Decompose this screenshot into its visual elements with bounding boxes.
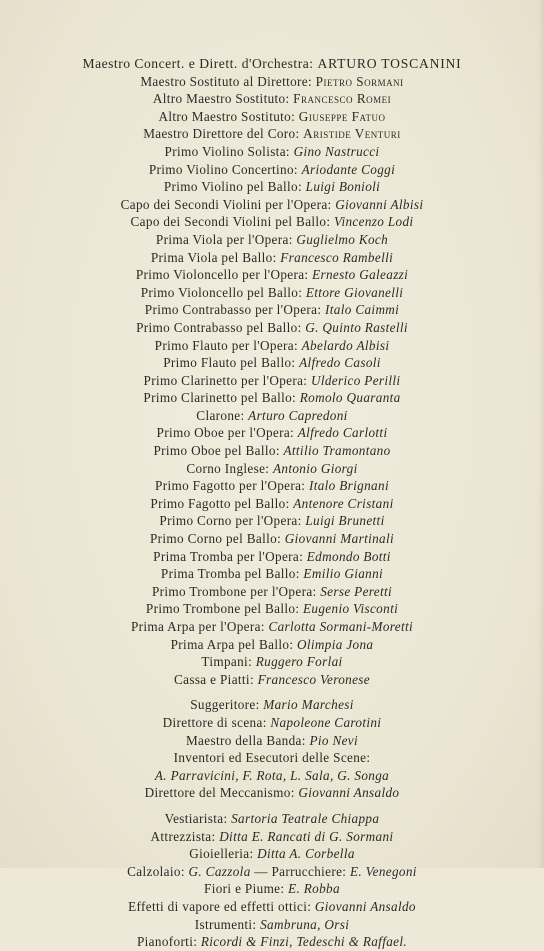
credit-role: Primo Trombone pel Ballo: [145, 601, 300, 617]
credit-line [0, 600, 544, 618]
credit-name: Antenore Cristani [293, 495, 394, 511]
credit-name: A. Parravicini, F. Rota, L. Sala, G. Songa [154, 767, 390, 783]
credit-role: Primo Violoncello per l'Opera: [135, 267, 309, 283]
credit-line [0, 548, 544, 566]
credit-line [0, 845, 544, 863]
credit-line [0, 284, 544, 302]
credit-line [0, 213, 544, 231]
credits-list [0, 55, 544, 951]
credit-line [0, 424, 544, 442]
credit-line [0, 732, 544, 750]
credit-line [0, 143, 544, 161]
credit-role: Primo Flauto pel Ballo: [163, 355, 296, 371]
credit-role: Maestro Sostituto al Direttore: [140, 73, 312, 89]
credit-line [0, 767, 544, 785]
credit-name: Italo Caimmi [325, 302, 400, 318]
credit-name: Ricordi & Finzi, Tedeschi & Raffael. [200, 934, 408, 950]
credit-line [0, 784, 544, 802]
credit-line [0, 161, 544, 179]
credit-line [0, 231, 544, 249]
credit-role: Capo dei Secondi Violini pel Ballo: [130, 214, 331, 230]
credit-name: Ulderico Perilli [310, 372, 401, 388]
credit-role: Direttore del Meccanismo: [144, 785, 295, 801]
credit-name: Sambruna, Orsi [260, 916, 350, 932]
credit-role: Fiori e Piume: [204, 881, 285, 897]
credit-role: Primo Oboe pel Ballo: [153, 443, 280, 459]
credit-role: Primo Violino Concertino: [148, 161, 298, 177]
credit-name: Luigi Bonioli [305, 179, 381, 195]
credit-role: Altro Maestro Sostituto: [158, 108, 296, 124]
credit-line [0, 301, 544, 319]
credit-role: Capo dei Secondi Violini per l'Opera: [120, 196, 332, 212]
credit-line [0, 583, 544, 601]
credit-line [0, 266, 544, 284]
credit-role: Prima Arpa pel Ballo: [170, 636, 294, 652]
credit-name: Mario Marchesi [263, 697, 354, 713]
credit-role: Prima Tromba pel Ballo: [160, 566, 300, 582]
credit-role: Primo Violino pel Ballo: [163, 179, 302, 195]
credit-line [0, 249, 544, 267]
credit-role: Primo Violino Solista: [164, 143, 290, 159]
credit-role: Primo Trombone per l'Opera: [151, 583, 317, 599]
credit-name: Emilio Gianni [303, 566, 384, 582]
credit-role: Gioielleria: [189, 846, 254, 862]
credit-role: Prima Arpa per l'Opera: [130, 619, 265, 634]
credit-name: Giovanni Albisi [335, 196, 424, 212]
credit-name: Vincenzo Lodi [334, 214, 414, 230]
credit-line [0, 880, 544, 898]
credit-line [0, 653, 544, 671]
credit-line [0, 749, 544, 767]
credit-line [0, 916, 544, 934]
credit-name: Attilio Tramontano [283, 443, 391, 459]
credit-role: Direttore di scena: [162, 714, 267, 730]
credit-role: Primo Violoncello pel Ballo: [140, 284, 303, 300]
credit-role: Maestro della Banda: [185, 732, 306, 748]
credit-name: Carlotta Sormani-Moretti [268, 619, 414, 634]
credit-line [0, 477, 544, 495]
credit-line [0, 442, 544, 460]
credit-role: — Parrucchiere: [254, 863, 347, 879]
credit-role: Prima Viola per l'Opera: [155, 231, 293, 247]
credit-line [0, 73, 544, 91]
credit-name: Arturo Capredoni [248, 407, 348, 423]
credit-name: Serse Peretti [320, 583, 393, 599]
credit-name: Francesco Rambelli [280, 249, 394, 265]
credit-role: Primo Contrabasso per l'Opera: [144, 302, 322, 318]
credit-name: Ditta E. Rancati di G. Sormani [219, 828, 394, 844]
credit-role: Cassa e Piatti: [173, 671, 254, 687]
credit-line [0, 933, 544, 951]
credit-name: Giuseppe Fatuo [298, 108, 386, 124]
credit-role: Primo Clarinetto per l'Opera: [143, 372, 308, 388]
credit-role: Vestiarista: [164, 810, 228, 826]
credit-name: Ditta A. Corbella [257, 846, 355, 862]
credit-name: Pietro Sormani [315, 73, 404, 89]
credit-name: E. Venegoni [349, 863, 417, 879]
credit-role: Pianoforti: [136, 934, 198, 950]
credit-name: Edmondo Botti [306, 548, 391, 564]
section-gap [0, 688, 544, 696]
credit-role: Primo Oboe per l'Opera: [156, 425, 295, 441]
credit-role: Corno Inglese: [186, 460, 270, 476]
credit-name: Alfredo Carlotti [297, 425, 388, 441]
credit-line [0, 618, 544, 636]
credit-role: Primo Contrabasso pel Ballo: [136, 319, 302, 335]
credit-name: ARTURO TOSCANINI [317, 56, 462, 71]
credit-role: Primo Corno pel Ballo: [149, 531, 282, 547]
credit-line [0, 863, 544, 881]
credit-role: Calzolaio: [127, 863, 185, 879]
credit-line [0, 125, 544, 143]
credit-line [0, 372, 544, 390]
credit-name: Francesco Veronese [257, 671, 370, 687]
credit-line [0, 495, 544, 513]
credit-name: Sartoria Teatrale Chiappa [231, 810, 380, 826]
credit-role: Inventori ed Esecutori delle Scene: [173, 750, 371, 766]
credit-role: Effetti di vapore ed effetti ottici: [128, 898, 312, 914]
credit-name: Italo Brignani [308, 478, 389, 494]
credit-role: Altro Maestro Sostituto: [152, 91, 290, 107]
credit-name: Ernesto Galeazzi [312, 267, 409, 283]
page-edge-shadow [538, 0, 544, 868]
credit-name: G. Quinto Rastelli [305, 319, 408, 335]
credit-line [0, 512, 544, 530]
credit-name: Abelardo Albisi [301, 337, 390, 353]
credit-name: Ettore Giovanelli [305, 284, 404, 300]
credit-line [0, 407, 544, 425]
credit-line [0, 196, 544, 214]
credit-name: Aristide Venturi [303, 126, 401, 142]
credit-line [0, 354, 544, 372]
credit-name: Pio Nevi [309, 732, 359, 748]
credit-name: Alfredo Casoli [299, 355, 381, 371]
credit-name: Luigi Brunetti [305, 513, 385, 529]
credit-line [0, 828, 544, 846]
credit-line [0, 178, 544, 196]
credit-name: Olimpia Jona [297, 636, 374, 652]
credit-name: Eugenio Visconti [303, 601, 399, 617]
credit-role: Primo Fagotto per l'Opera: [155, 478, 306, 494]
credit-role: Prima Viola pel Ballo: [150, 249, 277, 265]
credit-role: Prima Tromba per l'Opera: [153, 548, 304, 564]
credit-line [0, 810, 544, 828]
credit-name: Giovanni Ansaldo [298, 785, 400, 801]
credit-role: Primo Fagotto pel Ballo: [150, 495, 290, 511]
credit-line [0, 460, 544, 478]
section-gap [0, 802, 544, 810]
credit-role: Primo Flauto per l'Opera: [154, 337, 298, 353]
credit-role: Attrezzista: [150, 828, 216, 844]
credit-name: Giovanni Martinali [284, 531, 395, 547]
credit-name: Romolo Quaranta [299, 390, 401, 406]
credit-line [0, 108, 544, 126]
credit-name: Antonio Giorgi [272, 460, 358, 476]
credit-name: G. Cazzola [188, 863, 251, 879]
credit-line [0, 696, 544, 714]
credit-name: Ariodante Coggi [301, 161, 396, 177]
credit-line [0, 55, 544, 73]
credit-line [0, 530, 544, 548]
credit-name: Gino Nastrucci [293, 143, 380, 159]
credit-line [0, 636, 544, 654]
credit-line [0, 90, 544, 108]
credit-name: Guglielmo Koch [296, 231, 389, 247]
credit-role: Primo Clarinetto pel Ballo: [143, 390, 297, 406]
credit-name: E. Robba [288, 881, 340, 897]
credit-name: Francesco Romei [293, 91, 392, 107]
credit-role: Timpani: [201, 654, 253, 670]
credit-role: Maestro Concert. e Dirett. d'Orchestra: [82, 56, 314, 71]
credit-line [0, 319, 544, 337]
credit-role: Clarone: [196, 407, 245, 423]
credit-name: Ruggero Forlai [255, 654, 343, 670]
credit-name: Giovanni Ansaldo [314, 898, 416, 914]
credit-role: Primo Corno per l'Opera: [159, 513, 302, 529]
credit-line [0, 898, 544, 916]
credit-line [0, 714, 544, 732]
credit-role: Istrumenti: [194, 916, 257, 932]
credit-role: Suggeritore: [190, 697, 260, 713]
credit-role: Maestro Direttore del Coro: [143, 126, 300, 142]
credit-line [0, 389, 544, 407]
credit-line [0, 671, 544, 689]
credit-line [0, 565, 544, 583]
credit-line [0, 337, 544, 355]
credit-name: Napoleone Carotini [270, 714, 382, 730]
